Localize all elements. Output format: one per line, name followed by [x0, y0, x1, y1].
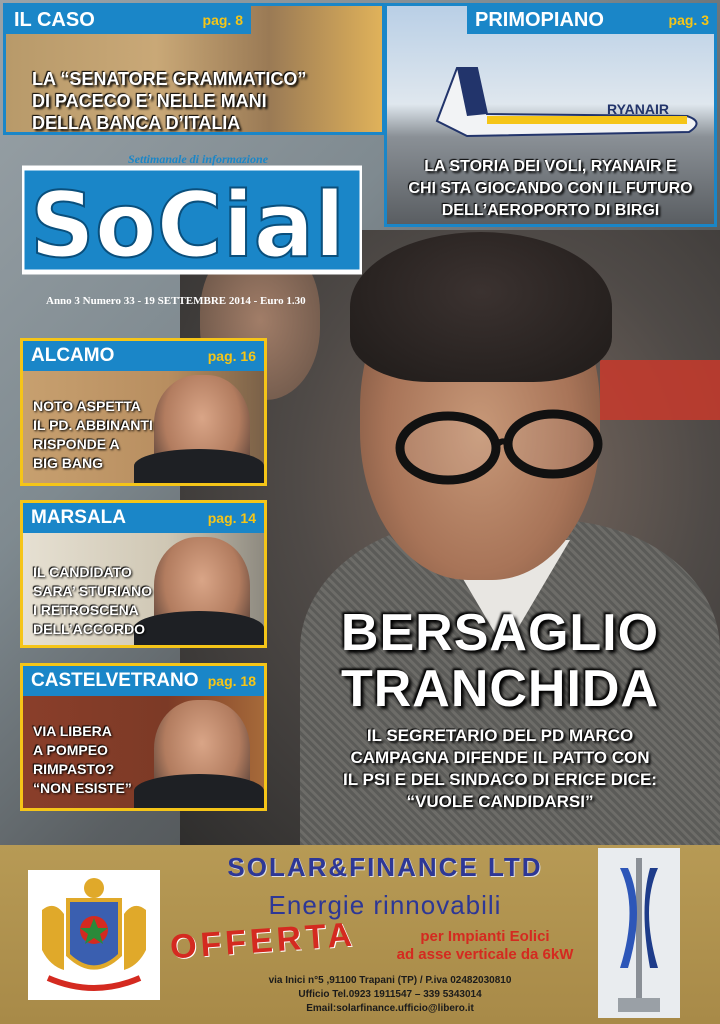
ad-contact-info	[200, 974, 580, 1016]
contact-line: via Inici n°5 ,91100 Trapani (TP) / P.iva 02482030810	[268, 975, 512, 986]
offer-detail-line: ad asse verticale da 6kW	[396, 946, 574, 963]
teaser-line: I RETROSCENA	[33, 602, 139, 618]
story-box-header	[467, 6, 717, 34]
airplane-icon	[427, 66, 707, 156]
story-photo	[23, 696, 264, 808]
teaser-line: RISPONDE A	[33, 436, 120, 452]
section-label: CASTELVETRANO	[31, 670, 199, 691]
teaser-line: SARA’ STURIANO	[33, 583, 153, 599]
teaser-line: DI PACECO E’ NELLE MANI	[32, 91, 267, 111]
masthead-tagline: Settimanale di informazione	[128, 152, 269, 166]
story-photo	[23, 533, 264, 645]
page-ref: pag. 14	[207, 510, 256, 526]
coat-of-arms-icon	[28, 870, 160, 1000]
ad-company-name: SOLAR&FINANCE LTD	[227, 852, 543, 882]
story-box-header	[23, 341, 264, 371]
teaser-line: VIA LIBERA	[33, 723, 112, 739]
background-red-wall	[600, 360, 720, 420]
ad-offer-detail	[380, 928, 590, 964]
teaser-line: IL PD. ABBINANTI	[33, 417, 153, 433]
page-ref: pag. 18	[207, 673, 256, 689]
story-teaser	[33, 563, 152, 639]
teaser-line: RIMPASTO?	[33, 761, 115, 777]
section-label: IL CASO	[14, 8, 95, 31]
glasses-icon	[388, 408, 608, 488]
teaser-line: DELL’AEROPORTO DI BIRGI	[441, 202, 660, 219]
main-subheadline	[300, 725, 700, 813]
subhead-line: “VUOLE CANDIDARSI”	[406, 792, 594, 811]
teaser-line: LA “SENATORE GRAMMATICO”	[32, 69, 307, 89]
page-ref: pag. 8	[202, 12, 243, 28]
teaser-line: “NON ESISTE”	[33, 780, 132, 796]
social-logo	[22, 160, 362, 278]
story-box-header	[6, 6, 251, 34]
portrait-suit	[134, 449, 264, 483]
ad-offer-badge: OFFERTA	[168, 915, 358, 967]
headline-line: BERSAGLIO	[340, 604, 660, 662]
main-subject-hair	[350, 232, 612, 382]
offer-detail-line: per Impianti Eolici	[420, 928, 550, 945]
plane-livery: RYANAIR	[607, 101, 669, 117]
story-teaser	[387, 156, 714, 222]
teaser-line: DELLA BANCA D’ITALIA	[32, 113, 241, 133]
teaser-line: DELL’ACCORDO	[33, 621, 145, 637]
section-label: MARSALA	[31, 507, 126, 528]
issue-info: Anno 3 Numero 33 - 19 SETTEMBRE 2014 - Euro 1.30	[46, 295, 306, 307]
contact-email[interactable]: Email:solarfinance.ufficio@libero.it	[306, 1003, 474, 1014]
story-box-alcamo[interactable]	[20, 338, 267, 486]
teaser-line: LA STORIA DEI VOLI, RYANAIR E	[424, 158, 677, 175]
teaser-line: BIG BANG	[33, 455, 103, 471]
section-label: PRIMOPIANO	[475, 8, 604, 31]
story-box-castelvetrano[interactable]	[20, 663, 267, 811]
story-box-marsala[interactable]	[20, 500, 267, 648]
page-ref: pag. 3	[668, 12, 709, 28]
story-photo	[23, 371, 264, 483]
teaser-line: A POMPEO	[33, 742, 108, 758]
teaser-line: CHI STA GIOCANDO CON IL FUTURO	[408, 180, 693, 197]
story-box-primopiano[interactable]	[384, 3, 717, 227]
teaser-line: IL CANDIDATO	[33, 564, 132, 580]
main-headline[interactable]	[300, 605, 700, 717]
story-box-header	[23, 666, 264, 696]
teaser-line: NOTO ASPETTA	[33, 398, 141, 414]
headline-line: TRANCHIDA	[340, 660, 660, 718]
portrait-suit	[134, 774, 264, 808]
page-ref: pag. 16	[207, 348, 256, 364]
wind-turbine-icon	[598, 848, 680, 1018]
section-label: ALCAMO	[31, 345, 115, 366]
ad-tagline: Energie rinnovabili	[268, 890, 502, 920]
story-teaser	[32, 68, 306, 134]
story-teaser	[33, 722, 132, 798]
story-box-il-caso[interactable]	[3, 3, 385, 135]
story-teaser	[33, 397, 153, 473]
subhead-line: IL PSI E DEL SINDACO DI ERICE DICE:	[343, 770, 657, 789]
subhead-line: IL SEGRETARIO DEL PD MARCO	[366, 726, 634, 745]
subhead-line: CAMPAGNA DIFENDE IL PATTO CON	[350, 748, 650, 767]
portrait-suit	[134, 611, 264, 645]
contact-line: Ufficio Tel.0923 1911547 – 339 5343014	[298, 989, 482, 1000]
logo-wordmark: SoCial	[30, 173, 346, 278]
story-box-header	[23, 503, 264, 533]
